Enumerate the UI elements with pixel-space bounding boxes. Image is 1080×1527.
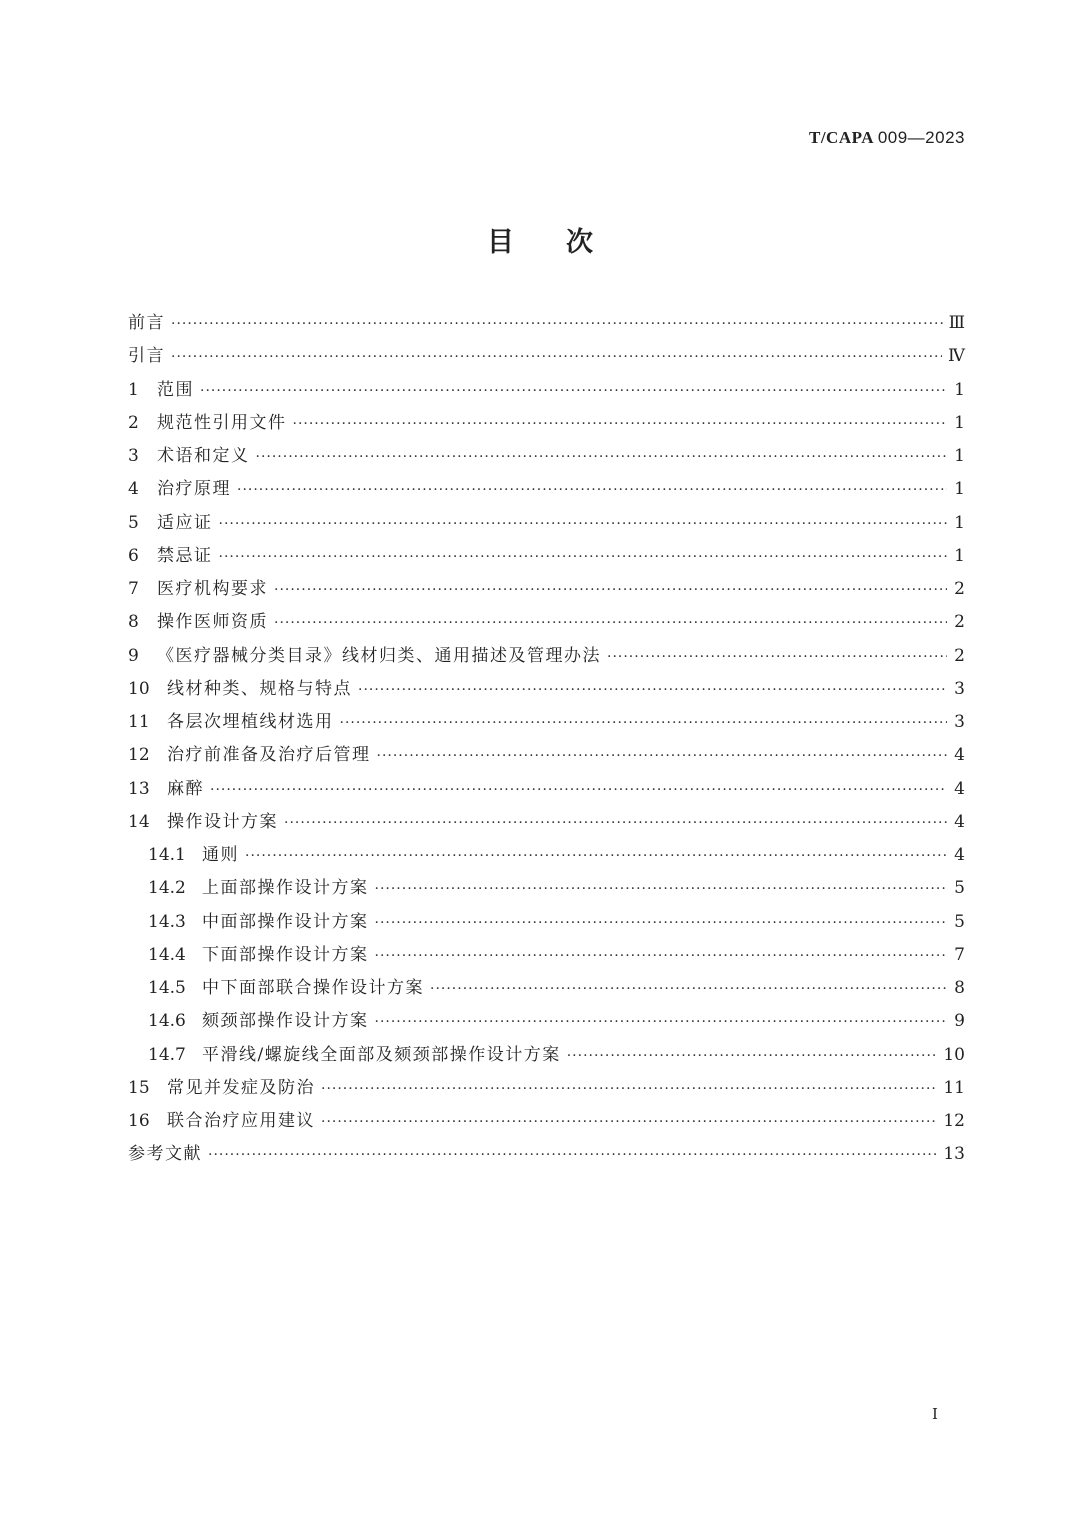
toc-entry[interactable] (128, 474, 965, 507)
toc-entry[interactable] (128, 940, 965, 973)
toc-entry[interactable] (128, 574, 965, 607)
toc-entry[interactable] (128, 408, 965, 441)
dot-leader (340, 715, 948, 731)
toc-entry[interactable] (128, 441, 965, 474)
toc-entry[interactable] (128, 375, 965, 408)
toc-entry[interactable] (128, 641, 965, 674)
toc-entry-title: 中面部操作设计方案 (202, 911, 369, 932)
toc-entry-page: 12 (943, 1111, 965, 1131)
toc-entry-page: 9 (954, 1011, 965, 1032)
toc-entry-number: 2 (128, 412, 139, 433)
toc-entry-number: 13 (128, 778, 150, 799)
dot-leader (208, 1147, 937, 1163)
toc-entry[interactable] (128, 807, 965, 840)
toc-entry-title: 规范性引用文件 (157, 412, 287, 433)
toc-entry-page: 10 (943, 1044, 965, 1065)
toc-entry-title: 范围 (157, 379, 194, 400)
toc-entry[interactable] (128, 840, 965, 873)
toc-entry-number: 6 (128, 545, 139, 566)
toc-entry[interactable] (128, 1040, 965, 1073)
toc-entry-page: 2 (954, 645, 965, 666)
toc-entry[interactable] (128, 541, 965, 574)
toc-entry-page: 1 (954, 545, 965, 566)
dot-leader (284, 815, 947, 831)
toc-entry-page: 5 (954, 878, 965, 899)
dot-leader (293, 416, 948, 432)
toc-entry[interactable] (128, 973, 965, 1006)
toc-entry[interactable] (128, 774, 965, 807)
dot-leader (375, 881, 948, 897)
dot-leader (377, 748, 948, 764)
dot-leader (237, 482, 947, 498)
toc-entry[interactable] (128, 1139, 965, 1172)
toc-entry-page: 4 (954, 845, 965, 865)
toc-entry-page: 3 (954, 678, 965, 699)
toc-entry-page: Ⅲ (948, 313, 965, 333)
toc-entry-page: 13 (943, 1144, 965, 1165)
toc-entry-page: 1 (954, 479, 965, 500)
toc-entry-page: 8 (954, 978, 965, 998)
toc-entry-number: 15 (128, 1077, 150, 1098)
toc-entry-number: 14.3 (148, 911, 186, 932)
toc-entry-title: 治疗前准备及治疗后管理 (167, 745, 371, 766)
toc-entry-title: 操作设计方案 (167, 811, 278, 832)
toc-entry-number: 14 (128, 811, 150, 832)
standard-code: T/CAPA (808, 128, 874, 147)
toc-entry-page: Ⅳ (948, 346, 965, 367)
toc-entry-number: 8 (128, 612, 139, 633)
dot-leader (375, 915, 948, 931)
toc-entry[interactable] (128, 308, 965, 341)
dot-leader (375, 1014, 948, 1030)
toc-entry-number: 14.4 (148, 944, 186, 965)
dot-leader (219, 549, 948, 565)
toc-entry[interactable] (128, 740, 965, 773)
toc-entry-title: 中下面部联合操作设计方案 (202, 978, 424, 998)
toc-entry-title: 操作医师资质 (157, 612, 268, 633)
toc-entry-title: 联合治疗应用建议 (167, 1111, 315, 1131)
table-of-contents (128, 308, 965, 1173)
dot-leader (171, 349, 942, 365)
dot-leader (321, 1114, 937, 1130)
toc-entry-title: 通则 (202, 845, 239, 865)
dot-leader (200, 383, 947, 399)
toc-entry-page: 1 (954, 446, 965, 466)
toc-entry-page: 5 (954, 911, 965, 932)
toc-entry-number: 14.5 (148, 978, 186, 998)
toc-entry-page: 11 (943, 1077, 965, 1098)
toc-entry[interactable] (128, 508, 965, 541)
toc-entry-page: 1 (954, 379, 965, 400)
toc-entry-title: 常见并发症及防治 (167, 1077, 315, 1098)
toc-entry-page: 7 (954, 944, 965, 965)
dot-leader (274, 615, 947, 631)
dot-leader (358, 682, 947, 698)
dot-leader (430, 981, 947, 997)
toc-entry-number: 14.1 (148, 845, 186, 865)
toc-entry-title: 线材种类、规格与特点 (167, 678, 352, 699)
toc-entry-title: 术语和定义 (157, 446, 250, 466)
dot-leader (567, 1048, 938, 1064)
dot-leader (210, 782, 947, 798)
toc-entry-page: 1 (954, 512, 965, 533)
toc-entry-page: 4 (954, 811, 965, 832)
toc-entry-page: 1 (954, 412, 965, 433)
toc-entry-title: 各层次埋植线材选用 (167, 712, 334, 732)
toc-entry-number: 14.2 (148, 878, 186, 899)
toc-entry-number: 10 (128, 678, 150, 699)
toc-entry-number: 14.7 (148, 1044, 186, 1065)
dot-leader (171, 316, 943, 332)
toc-entry[interactable] (128, 1106, 965, 1139)
toc-entry-title: 麻醉 (167, 778, 204, 799)
toc-entry-title: 上面部操作设计方案 (202, 878, 369, 899)
dot-leader (375, 948, 948, 964)
dot-leader (321, 1081, 937, 1097)
standard-number (809, 128, 965, 148)
toc-entry-number: 9 (128, 645, 139, 666)
toc-entry[interactable] (128, 1073, 965, 1106)
toc-entry[interactable] (128, 341, 965, 374)
toc-entry-title: 颏颈部操作设计方案 (202, 1011, 369, 1032)
toc-entry[interactable] (128, 873, 965, 906)
toc-entry-title: 引言 (128, 346, 165, 367)
toc-entry-title: 适应证 (157, 512, 213, 533)
dot-leader (219, 516, 948, 532)
toc-entry-number: 14.6 (148, 1011, 186, 1032)
standard-year: 009—2023 (877, 128, 965, 147)
toc-entry-page: 4 (954, 745, 965, 766)
dot-leader (256, 449, 948, 465)
toc-entry[interactable] (128, 707, 965, 740)
toc-entry[interactable] (128, 674, 965, 707)
toc-entry-number: 16 (128, 1111, 150, 1131)
toc-entry-number: 1 (128, 379, 139, 400)
dot-leader (245, 848, 947, 864)
toc-entry[interactable] (128, 907, 965, 940)
toc-entry-title: 下面部操作设计方案 (202, 944, 369, 965)
toc-entry-page: 2 (954, 579, 965, 599)
toc-entry-page: 2 (954, 612, 965, 633)
toc-entry-number: 7 (128, 579, 139, 599)
page-number: I (932, 1405, 938, 1423)
toc-entry-number: 5 (128, 512, 139, 533)
page-title: 目次 (487, 227, 645, 258)
toc-entry-number: 11 (128, 712, 150, 732)
toc-entry-title: 禁忌证 (157, 545, 213, 566)
toc-entry-number: 4 (128, 479, 139, 500)
toc-entry-title: 平滑线/螺旋线全面部及颏颈部操作设计方案 (202, 1044, 561, 1065)
toc-entry-number: 12 (128, 745, 150, 766)
toc-entry-title: 医疗机构要求 (157, 579, 268, 599)
toc-entry-title: 《医疗器械分类目录》线材归类、通用描述及管理办法 (157, 645, 601, 666)
toc-entry-title: 参考文献 (128, 1144, 202, 1165)
toc-entry-title: 治疗原理 (157, 479, 231, 500)
dot-leader (607, 649, 947, 665)
toc-entry-page: 4 (954, 778, 965, 799)
toc-entry[interactable] (128, 607, 965, 640)
toc-entry-number: 3 (128, 446, 139, 466)
dot-leader (274, 582, 947, 598)
toc-entry[interactable] (128, 1006, 965, 1039)
toc-entry-title: 前言 (128, 313, 165, 333)
toc-entry-page: 3 (954, 712, 965, 732)
